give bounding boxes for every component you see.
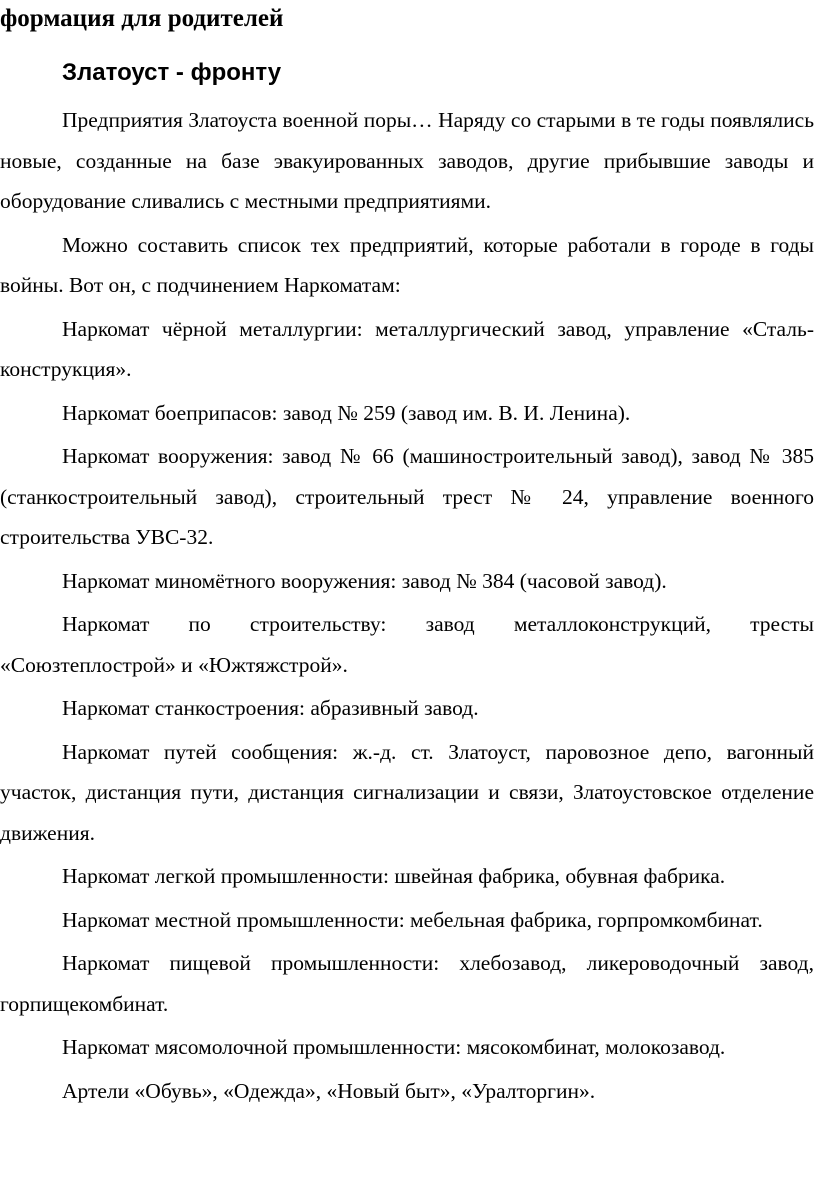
paragraph: Артели «Обувь», «Одежда», «Новый быт», «Уралторгин». — [62, 1078, 596, 1103]
paragraph: Наркомат миномётного вооружения: завод № 384 (часовой завод). — [62, 568, 667, 593]
paragraph: Наркомат чёрной металлургии: металлургический завод, управление «Стальконструкция». — [0, 316, 814, 381]
paragraph: Наркомат по строительству: завод металлоконструкций, тресты «Союзтеплострой» и «Южтяжстрой». — [0, 612, 814, 677]
paragraph: Наркомат путей сообщения: ж.-д. ст. Златоуст, паровозное депо, вагонный участок, дистанция пути, дистанция сигнализации и связи, Златоустовское отделение движения. — [0, 739, 814, 845]
article-subtitle: Златоуст - фронту — [62, 59, 282, 86]
paragraph: Наркомат вооружения: завод № 66 (машиностроительный завод), завод № 385 (станкостроительный завод), строительный трест № 24, управление военного строительства УВС-32. — [0, 444, 814, 549]
page-title: формация для родителей — [0, 5, 284, 32]
paragraph: Наркомат станкостроения: абразивный завод. — [62, 696, 479, 720]
paragraph: Наркомат легкой промышленности: швейная фабрика, обувная фабрика. — [62, 864, 726, 888]
paragraph: Наркомат местной промышленности: мебельная фабрика, горпромкомбинат. — [62, 907, 763, 932]
paragraph: Предприятия Златоуста военной поры… Наряду со старыми в те годы появлялись новые, созданные на базе эвакуированных заводов, другие прибывшие заводы и оборудование сливались с местными предприятиями. — [0, 108, 814, 213]
paragraph: Наркомат мясомолочной промышленности: мясокомбинат, молокозавод. — [62, 1035, 726, 1059]
article-body — [0, 100, 814, 1111]
paragraph: Наркомат пищевой промышленности: хлебозавод, ликероводочный завод, горпищекомбинат. — [0, 951, 814, 1016]
paragraph: Можно составить список тех предприятий, которые работали в городе в годы войны. Вот он, с подчинением Наркоматам: — [0, 232, 814, 297]
paragraph: Наркомат боеприпасов: завод № 259 (завод им. В. И. Ленина). — [62, 400, 631, 425]
